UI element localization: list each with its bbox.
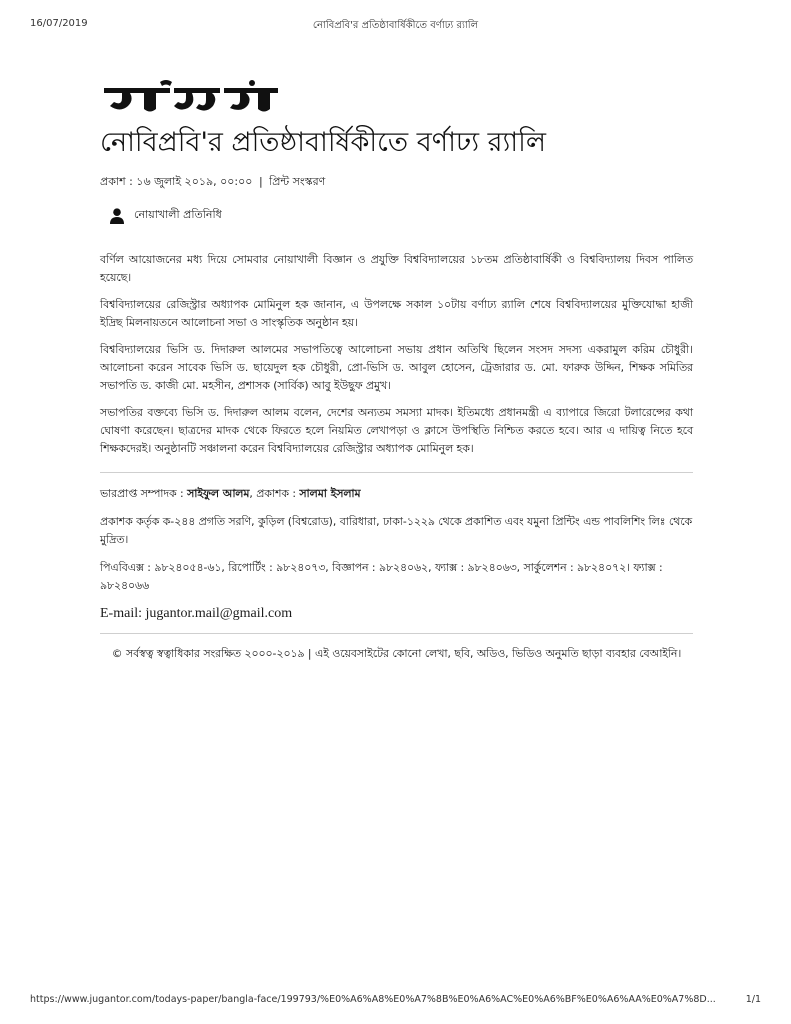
print-title: নোবিপ্রবি'র প্রতিষ্ঠাবার্ষিকীতে বর্ণাঢ্য র‌্যালি [312,20,479,31]
publisher-name: সালমা ইসলাম [299,487,361,500]
user-icon [110,208,124,224]
article-paragraph: বিশ্ববিদ্যালয়ের ভিসি ড. দিদারুল আলমের সভাপতিত্বে আলোচনা সভায় প্রধান অতিথি ছিলেন সংসদ সদস্য একরামুল করিম চৌধুরী। আলোচনা করেন সাবেক ভিসি ড. ছায়েদুল হক চৌধুরী, প্রো-ভিসি ড. আবুল হোসেন, ট্রেজারার ড. মো. ফারুক উদ্দিন, শিক্ষক সমিতির সভাপতি ড. কাজী মো. মহসীন, প্রশাসক (সার্বিক) আবু ইউছুফ প্রমুখ। [100,343,693,392]
article-meta [100,174,693,190]
print-edition-link[interactable]: প্রিন্ট সংস্করণ [269,175,326,188]
jugantor-logo [100,78,693,118]
article-headline: নোবিপ্রবি'র প্রতিষ্ঠাবার্ষিকীতে বর্ণাঢ্য র‌্যালি [100,127,546,158]
copyright-divider [100,633,693,634]
editor-name: সাইফুল আলম [187,487,250,500]
page-url: https://www.jugantor.com/todays-paper/bangla-face/199793/%E0%A6%A8%E0%A7%8B%E0%A6%AC%E0%A6%BF%E0%A6%AA%E0%A7%8D... [30,994,716,1005]
copyright-notice: © সর্বস্বত্ব স্বত্বাধিকার সংরক্ষিত ২০০০-২০১৯ | এই ওয়েবসাইটের কোনো লেখা, ছবি, অডিও, ভিডিও অনুমতি ছাড়া ব্যবহার বেআইনি। [111,646,682,660]
reporter-byline [110,206,693,225]
contact-email[interactable]: E-mail: jugantor.mail@gmail.com [100,606,293,621]
meta-separator: | [258,175,263,188]
footer-divider [100,472,693,473]
editor-publisher-line [100,485,693,503]
site-footer [100,485,693,663]
publisher-address: প্রকাশক কর্তৃক ক-২৪৪ প্রগতি সরণি, কুড়িল (বিশ্বরোড), বারিধারা, ঢাকা-১২২৯ থেকে প্রকাশিত এবং যমুনা প্রিন্টিং এন্ড পাবলিশিং লিঃ থেকে মুদ্রিত। [100,515,693,546]
article-paragraph: বিশ্ববিদ্যালয়ের রেজিস্ট্রার অধ্যাপক মোমিনুল হক জানান, এ উপলক্ষে সকাল ১০টায় বর্ণাঢ্য র‌্যালি শেষে বিশ্ববিদ্যালয়ের মুক্তিযোদ্ধা হাজী ইদ্রিছ মিলনায়তনে আলোচনা সভা ও সাংস্কৃতিক অনুষ্ঠান হয়। [100,298,693,329]
reporter-name: নোয়াখালী প্রতিনিধি [134,208,222,221]
publisher-label: , প্রকাশক : [249,487,300,500]
print-date: 16/07/2019 [30,18,88,29]
publish-date: প্রকাশ : ১৬ জুলাই ২০১৯, ০০:০০ [100,175,253,188]
page-count: 1/1 [745,994,761,1005]
print-header [30,18,761,34]
article-paragraph: সভাপতির বক্তব্যে ভিসি ড. দিদারুল আলম বলেন, দেশের অন্যতম সমস্যা মাদক। ইতিমধ্যে প্রধানমন্ত্রী এ ব্যাপারে জিরো টলারেন্সের কথা ঘোষণা করেছেন। ছাত্রদের মাদক থেকে ফিরতে হলে নিয়মিত লেখাপড়া ও ক্লাসে উপস্থিতি নিশ্চিত করতে হবে। আর এ দায়িত্ব নিতে হবে শিক্ষকদেরই। অনুষ্ঠানটি সঞ্চালনা করেন বিশ্ববিদ্যালয়ের রেজিস্ট্রার অধ্যাপক মোমিনুল হক। [100,406,693,455]
print-footer [30,994,761,1008]
article-paragraph: বর্ণিল আয়োজনের মধ্য দিয়ে সোমবার নোয়াখালী বিজ্ঞান ও প্রযুক্তি বিশ্ববিদ্যালয়ের ১৮তম প্রতিষ্ঠাবার্ষিকী ও বিশ্ববিদ্যালয় দিবস পালিত হয়েছে। [100,253,693,284]
article-body [100,251,693,458]
contact-phones: পিএবিএক্স : ৯৮২৪০৫৪-৬১, রিপোর্টিং : ৯৮২৪০৭৩, বিজ্ঞাপন : ৯৮২৪০৬২, ফ্যাক্স : ৯৮২৪০৬৩, সার্কুলেশন : ৯৮২৪০৭২। ফ্যাক্স : ৯৮২৪০৬৬ [100,561,663,592]
jugantor-logo-mark [100,78,280,118]
article-page [100,78,693,674]
editor-label: ভারপ্রাপ্ত সম্পাদক : [100,487,188,500]
